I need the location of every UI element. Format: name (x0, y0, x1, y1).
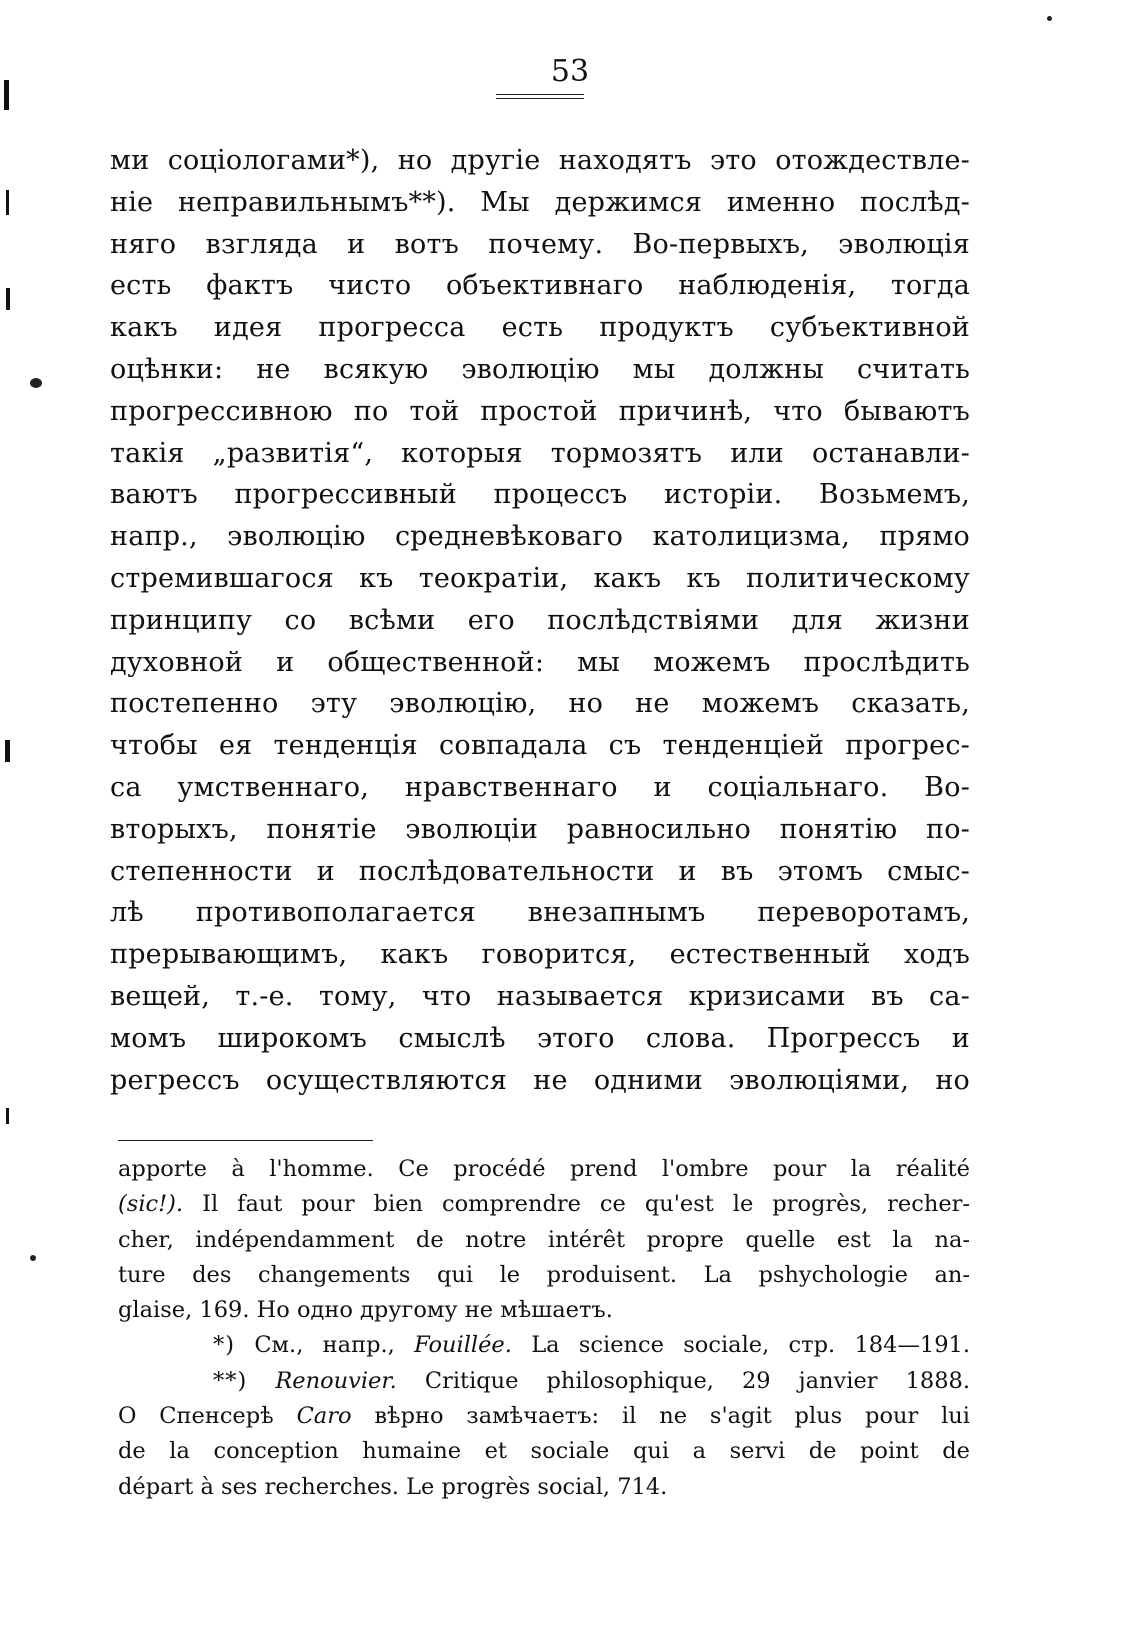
footnote-2-author: Renouvier. (275, 1367, 397, 1394)
body-line: постепенно эту эволюцію, но не можемъ сказать, (110, 688, 970, 720)
scan-artifact (5, 740, 10, 762)
body-line: оцѣнки: не всякую эволюцію мы должны считать (110, 353, 970, 385)
body-line: ми соціологами*), но другіе находятъ это отождествле- (110, 145, 970, 176)
footnote-continuation-line: glaise, 169. Но одно другому не мѣшаетъ. (118, 1297, 613, 1324)
footnote-text: Critique philosophique, 29 janvier 1888. (396, 1367, 970, 1394)
footnote-2 (118, 1364, 970, 1399)
footnote-2-line: de la conception humaine et sociale qui a servi de point de (118, 1438, 970, 1465)
body-line: напр., эволюцію средневѣковаго католицизма, прямо (110, 521, 970, 553)
body-line: ніе неправильнымъ**). Мы держимся именно послѣд- (110, 186, 970, 218)
scan-artifact (4, 80, 9, 110)
body-line: няго взгляда и вотъ почему. Во-первыхъ, эволюція (110, 228, 970, 260)
footnote-1-mark: *) (213, 1332, 236, 1359)
body-line: ваютъ прогрессивный процессъ исторіи. Возьмемъ, (110, 479, 970, 511)
body-line: какъ идея прогресса есть продуктъ субъективной (110, 312, 970, 344)
body-line: момъ широкомъ смыслѣ этого слова. Прогрессъ и (110, 1022, 970, 1054)
body-line: регрессъ осуществляются не одними эволюціями, но (110, 1064, 970, 1096)
footnote-text: Il faut pour bien comprendre ce qu'est le progrès, recher- (183, 1191, 970, 1218)
scan-artifact (6, 190, 9, 215)
body-line: такія „развитія“, которыя тормозятъ или останавли- (110, 437, 970, 469)
footnote-1 (118, 1328, 970, 1363)
footnote-continuation-line: apporte à l'homme. Ce procédé prend l'ombre pour la réalité (118, 1156, 970, 1182)
body-line: вещей, т.-е. тому, что называется кризисами въ са- (110, 980, 970, 1012)
scan-artifact (6, 288, 10, 310)
footnote-2-cited-author: Caro (296, 1403, 352, 1430)
footnote-2-mark: **) (213, 1367, 248, 1394)
footnote-text: См., напр., (235, 1332, 415, 1359)
footnote-2-line (118, 1399, 970, 1434)
body-line: степенности и послѣдовательности и въ этомъ смыс- (110, 855, 970, 887)
footnote-divider (118, 1140, 373, 1141)
footnote-text: La science sociale, стр. 184—191. (511, 1332, 970, 1359)
body-line: стремившагося къ теократіи, какъ къ политическому (110, 562, 970, 594)
body-line: лѣ противополагается внезапнымъ переворотамъ, (110, 897, 970, 929)
page-number: 53 (550, 54, 590, 89)
footnote-continuation-line: cher, indépendamment de notre intérêt propre quelle est la na- (118, 1226, 970, 1253)
page-number-underline (496, 94, 584, 99)
footnote-text: О Спенсерѣ (118, 1403, 297, 1430)
body-line: есть фактъ чисто объективнаго наблюденія, тогда (110, 270, 970, 302)
body-line: чтобы ея тенденція совпадала съ тенденціей прогрес- (110, 730, 970, 762)
body-line: вторыхъ, понятіе эволюціи равносильно понятію по- (110, 813, 970, 845)
sic-remark: (sic!). (118, 1191, 184, 1218)
footnote-continuation-line: ture des changements qui le produisent. La pshychologie an- (118, 1261, 970, 1288)
footnote-text: вѣрно замѣчаетъ: il ne s'agit plus pour lui (351, 1403, 970, 1430)
body-line: прогрессивною по той простой причинѣ, что бываютъ (110, 395, 970, 427)
footnote-1-author: Fouillée. (414, 1332, 512, 1359)
body-line: прерывающимъ, какъ говорится, естественный ходъ (110, 939, 970, 971)
scan-artifact (6, 1108, 9, 1124)
scan-artifact (30, 378, 42, 388)
body-text (110, 140, 970, 1101)
scan-artifact (30, 1255, 36, 1261)
footnote-2-line: départ à ses recherches. Le progrès social, 714. (118, 1473, 668, 1500)
footnotes (118, 1152, 970, 1505)
scan-artifact (1047, 16, 1052, 21)
body-line: принципу со всѣми его послѣдствіями для жизни (110, 604, 970, 636)
body-line: духовной и общественной: мы можемъ прослѣдить (110, 646, 970, 678)
footnote-continuation-line (118, 1187, 970, 1222)
body-line: са умственнаго, нравственнаго и соціальнаго. Во- (110, 771, 970, 803)
